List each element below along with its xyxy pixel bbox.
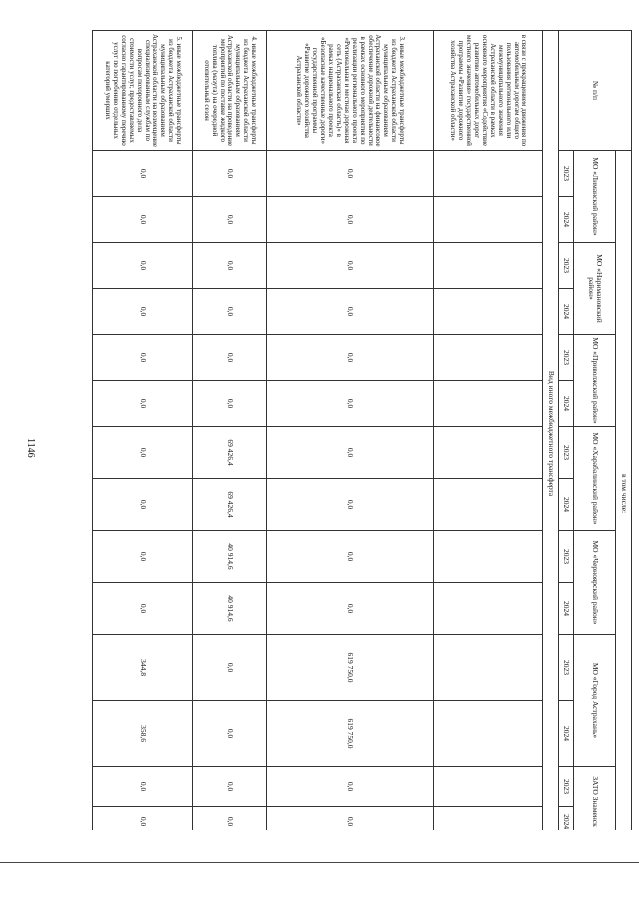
header-year: 2023 [558, 531, 574, 583]
table-row [433, 31, 542, 831]
amount-cell: 0,0 [193, 381, 267, 427]
amount-cell: 0,0 [266, 427, 433, 479]
table-row [193, 31, 267, 831]
header-municipality: МО «Харабалинский район» [574, 427, 616, 531]
amount-cell: 0,0 [193, 151, 267, 197]
amount-cell: 0,0 [266, 479, 433, 531]
page-number: 1146 [25, 438, 36, 458]
header-transfer-type: Вид иного межбюджетного трансферта [542, 31, 558, 831]
footer-rule [0, 862, 639, 863]
amount-cell [433, 197, 542, 243]
amount-cell: 0,0 [266, 767, 433, 807]
amount-cell: 0,0 [193, 289, 267, 335]
amount-cell: 0,0 [193, 807, 267, 831]
amount-cell: 0,0 [193, 197, 267, 243]
transfer-description: 5. иные межбюджетные трансферты из бюджета Астраханской области муниципальным образованиям Астраханской области на возмещение специализированным службам по вопросам похоронного дела стоимости услуг, предоставляемых согласно гарантированному перечню услуг по погребению отдельных категорий умерших [93, 31, 193, 151]
transfer-description: 3. иные межбюджетные трансферты из бюджета Астраханской области муниципальным образованиям Астраханской области на финансовое обеспечение дорожной деятельности в рамках основного мероприятия по реализации регионального проекта «Региональная и местная дорожная сеть (Астраханская область)» в рамках национального проекта «Безопасные качественные дороги» государственной программы «Развитие дорожного хозяйства Астраханской области» [266, 31, 433, 151]
amount-cell: 0,0 [193, 701, 267, 767]
header-year: 2023 [558, 243, 574, 289]
amount-cell: 0,0 [93, 335, 193, 381]
amount-cell: 0,0 [93, 767, 193, 807]
amount-cell: 0,0 [93, 197, 193, 243]
amount-cell: 0,0 [193, 335, 267, 381]
amount-cell: 0,0 [266, 381, 433, 427]
amount-cell: 0,0 [266, 583, 433, 635]
transfers-table [92, 30, 632, 830]
amount-cell: 619 750,0 [266, 701, 433, 767]
amount-cell: 0,0 [266, 289, 433, 335]
amount-cell: 0,0 [266, 151, 433, 197]
header-municipality: МО «Наримановский район» [574, 243, 616, 335]
amount-cell: 358,6 [93, 701, 193, 767]
amount-cell [433, 807, 542, 831]
amount-cell: 0,0 [93, 531, 193, 583]
amount-cell: 0,0 [93, 381, 193, 427]
header-municipality: МО «Город Астрахань» [574, 635, 616, 767]
amount-cell [433, 335, 542, 381]
amount-cell: 0,0 [93, 289, 193, 335]
amount-cell: 0,0 [266, 243, 433, 289]
header-municipality: МО «Черноярский район» [574, 531, 616, 635]
amount-cell: 0,0 [93, 427, 193, 479]
amount-cell: 0,0 [266, 335, 433, 381]
amount-cell: 0,0 [266, 807, 433, 831]
amount-cell [433, 381, 542, 427]
amount-cell [433, 289, 542, 335]
amount-cell: 69 426,4 [193, 479, 267, 531]
table-container [92, 30, 632, 830]
header-year: 2023 [558, 427, 574, 479]
header-num: № п/п [558, 31, 631, 151]
amount-cell: 0,0 [193, 243, 267, 289]
header-year: 2024 [558, 479, 574, 531]
amount-cell [433, 583, 542, 635]
header-municipality: МО «Лиманский район» [574, 151, 616, 243]
header-year: 2024 [558, 701, 574, 767]
header-year: 2023 [558, 335, 574, 381]
amount-cell: 0,0 [93, 151, 193, 197]
amount-cell: 0,0 [93, 479, 193, 531]
header-year: 2024 [558, 807, 574, 831]
amount-cell: 0,0 [93, 243, 193, 289]
amount-cell: 0,0 [266, 197, 433, 243]
amount-cell [433, 151, 542, 197]
header-municipality: МО «Приволжский район» [574, 335, 616, 427]
amount-cell [433, 767, 542, 807]
amount-cell [433, 635, 542, 701]
amount-cell: 344,8 [93, 635, 193, 701]
amount-cell: 619 750,0 [266, 635, 433, 701]
amount-cell [433, 701, 542, 767]
transfer-description: 4. иные межбюджетные трансферты из бюджета Астраханской области муниципальным образованиям Астраханской области на проведение мероприятий по поставке жидкого топлива (мазута) на очередной отопительный сезон [193, 31, 267, 151]
amount-cell: 40 914,6 [193, 583, 267, 635]
amount-cell: 0,0 [193, 767, 267, 807]
header-year: 2024 [558, 381, 574, 427]
amount-cell [433, 243, 542, 289]
amount-cell [433, 427, 542, 479]
header-including: в том числе: [616, 151, 632, 831]
amount-cell: 40 914,6 [193, 531, 267, 583]
amount-cell: 69 426,4 [193, 427, 267, 479]
amount-cell [433, 479, 542, 531]
amount-cell: 0,0 [193, 635, 267, 701]
amount-cell: 0,0 [93, 807, 193, 831]
table-row [266, 31, 433, 831]
header-year: 2024 [558, 197, 574, 243]
header-year: 2024 [558, 583, 574, 635]
amount-cell: 0,0 [266, 531, 433, 583]
amount-cell: 0,0 [93, 583, 193, 635]
header-municipality: ЗАТО Знаменск [574, 767, 616, 831]
header-year: 2023 [558, 767, 574, 807]
header-year: 2023 [558, 151, 574, 197]
table-row [93, 31, 193, 831]
transfer-description: в связи с прекращением движения по автомобильным дорогам общего пользования регионального или межмуниципального значения Астраханской области в рамках основного мероприятия «Содействие развитию автомобильных дорог местного значения» государственной программы «Развитие дорожного хозяйства Астраханской области» [433, 31, 542, 151]
header-year: 2023 [558, 635, 574, 701]
header-year: 2024 [558, 289, 574, 335]
amount-cell [433, 531, 542, 583]
